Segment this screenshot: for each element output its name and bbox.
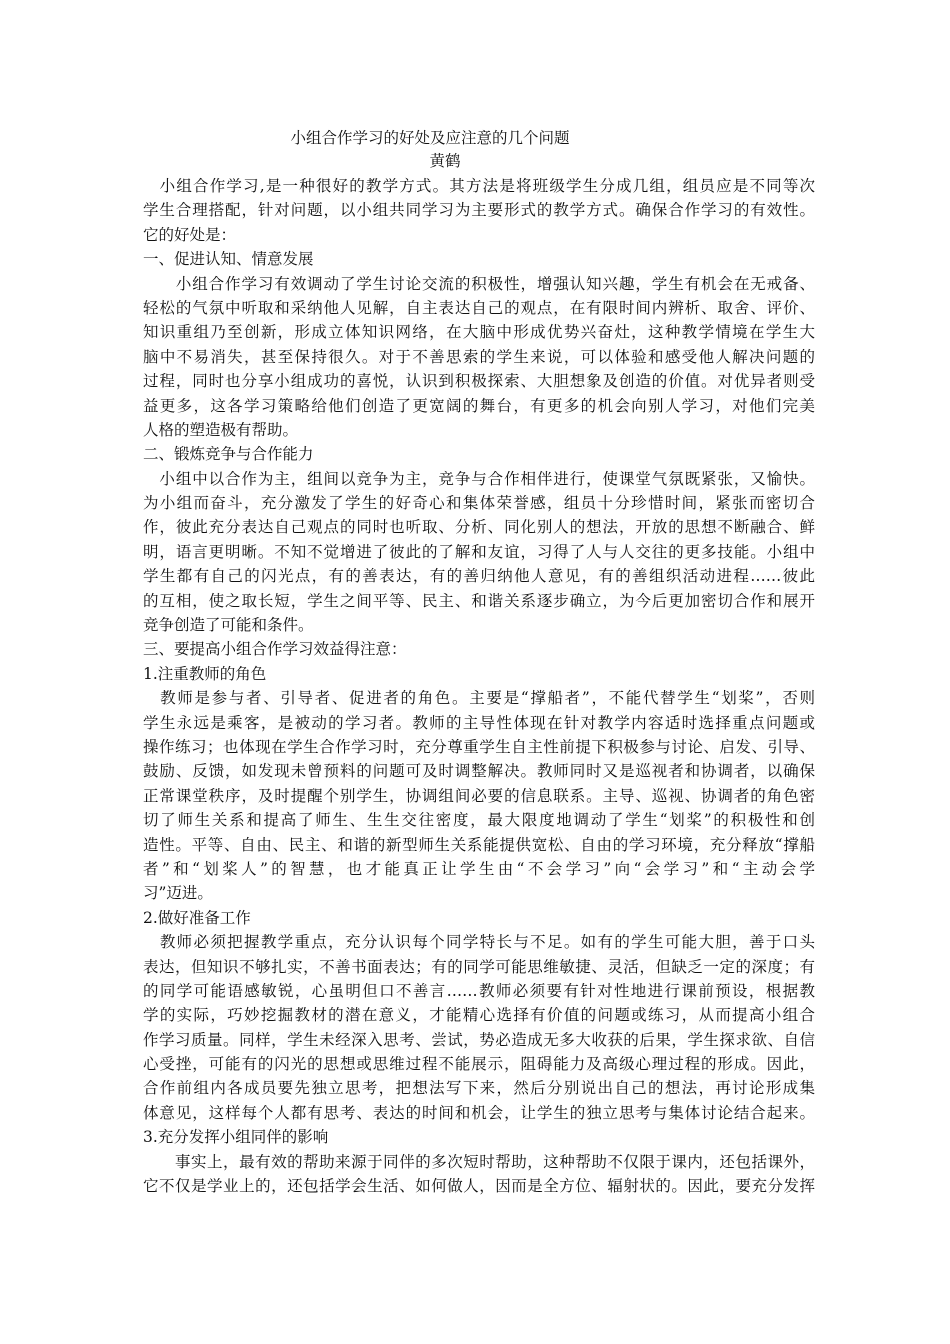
text-line: 教师是参与者、引导者、促进者的角色。主要是“撑船者”，不能代替学生“划桨”，否则 (143, 689, 815, 708)
text-line: 人格的塑造极有帮助。 (143, 420, 299, 439)
text-line: 小组中以合作为主，组间以竞争为主，竞争与合作相伴进行，使课堂气氛既紧张，又愉快。 (143, 469, 815, 488)
text-line: 操作练习；也体现在学生合作学习时，充分尊重学生自主性前提下积极参与讨论、启发、引导、 (143, 737, 815, 756)
text-line: 学生合理搭配，针对问题，以小组共同学习为主要形式的教学方式。确保合作学习的有效性。 (143, 201, 815, 220)
text-line: 3.充分发挥小组同伴的影响 (143, 1128, 329, 1147)
text-line: 三、要提高小组合作学习效益得注意： (143, 640, 407, 659)
text-line: 过程，同时也分享小组成功的喜悦，认识到积极探索、大胆想象及创造的价值。对优异者则受 (143, 372, 815, 391)
text-line: 1.注重教师的角色 (143, 664, 267, 683)
text-line: 一、促进认知、情意发展 (143, 250, 314, 269)
text-line: 2.做好准备工作 (143, 908, 251, 927)
text-line: 作学习质量。同样，学生未经深入思考、尝试，势必造成无多大收获的后果，学生探求欲、自信 (143, 1030, 815, 1049)
text-line: 学生都有自己的闪光点，有的善表达，有的善归纳他人意见，有的善组织活动进程……彼此 (143, 567, 815, 586)
text-line: 益更多，这各学习策略给他们创造了更宽阔的舞台，有更多的机会向别人学习，对他们完美 (143, 396, 815, 415)
text-line: 竞争创造了可能和条件。 (143, 616, 314, 635)
text-line: 心受挫，可能有的闪光的思想或思维过程不能展示，阻碍能力及高级心理过程的形成。因此， (143, 1055, 815, 1074)
text-line: 它的好处是： (143, 225, 237, 244)
text-line: 脑中不易消失，甚至保持很久。对于不善思索的学生来说，可以体验和感受他人解决问题的 (143, 347, 815, 366)
text-line: 的互相，使之取长短，学生之间平等、民主、和谐关系逐步确立，为今后更加密切合作和展开 (143, 591, 815, 610)
text-line: 明，语言更明晰。不知不觉增进了彼此的了解和友谊，习得了人与人交往的更多技能。小组中 (143, 542, 815, 561)
document-author: 黄鹤 (429, 152, 461, 170)
text-line: 体意见，这样每个人都有思考、表达的时间和机会，让学生的独立思考与集体讨论结合起来。 (143, 1103, 815, 1122)
text-line: 小组合作学习有效调动了学生讨论交流的积极性，增强认知兴趣，学生有机会在无戒备、 (143, 274, 815, 293)
text-line: 作，彼此充分表达自己观点的同时也听取、分析、同化别人的想法，开放的思想不断融合、鲜 (143, 518, 815, 537)
text-line: 事实上，最有效的帮助来源于同伴的多次短时帮助，这种帮助不仅限于课内，还包括课外， (143, 1152, 815, 1171)
text-line: 造性。平等、自由、民主、和谐的新型师生关系能提供宽松、自由的学习环境，充分释放“撑船 (143, 835, 815, 854)
text-line: 小组合作学习,是一种很好的教学方式。其方法是将班级学生分成几组，组员应是不同等次 (143, 177, 815, 195)
text-line: 切了师生关系和提高了师生、生生交往密度，最大限度地调动了学生“划桨”的积极性和创 (143, 811, 815, 830)
text-line: 表达，但知识不够扎实，不善书面表达；有的同学可能思维敏捷、灵活，但缺乏一定的深度；有 (143, 957, 815, 976)
text-line: 正常课堂秩序，及时提醒个别学生，协调组间必要的信息联系。主导、巡视、协调者的角色密 (143, 786, 815, 805)
text-line: 为小组而奋斗，充分激发了学生的好奇心和集体荣誉感，组员十分珍惜时间，紧张而密切合 (143, 494, 815, 513)
text-line: 教师必须把握教学重点，充分认识每个同学特长与不足。如有的学生可能大胆，善于口头 (143, 933, 815, 952)
text-line: 合作前组内各成员要先独立思考，把想法写下来，然后分别说出自己的想法，再讨论形成集 (143, 1079, 815, 1098)
text-line: 学的实际，巧妙挖掘教材的潜在意义，才能精心选择有价值的问题或练习，从而提高小组合 (143, 1006, 815, 1025)
text-line: 知识重组乃至创新，形成立体知识网络，在大脑中形成优势兴奋灶，这种教学情境在学生大 (143, 323, 815, 342)
document-title: 小组合作学习的好处及应注意的几个问题 (290, 129, 570, 147)
text-line: 轻松的气氛中听取和采纳他人见解，自主表达自己的观点，在有限时间内辨析、取舍、评价、 (143, 298, 815, 317)
text-line: 它不仅是学业上的，还包括学会生活、如何做人，因而是全方位、辐射状的。因此，要充分发挥 (143, 1177, 815, 1196)
text-line: 的同学可能语感敏锐，心虽明但口不善言……教师必须要有针对性地进行课前预设，根据教 (143, 981, 815, 1000)
text-line: 学生永远是乘客，是被动的学习者。教师的主导性体现在针对教学内容适时选择重点问题或 (143, 713, 815, 732)
text-line: 者”和“划桨人”的智慧，也才能真正让学生由“不会学习”向“会学习”和“主动会学 (143, 859, 815, 878)
text-line: 习”迈进。 (143, 884, 213, 903)
document-body (143, 174, 815, 1198)
text-line: 二、锻炼竞争与合作能力 (143, 445, 314, 464)
text-line: 鼓励、反馈，如发现未曾预料的问题可及时调整解决。教师同时又是巡视者和协调者，以确保 (143, 762, 815, 781)
